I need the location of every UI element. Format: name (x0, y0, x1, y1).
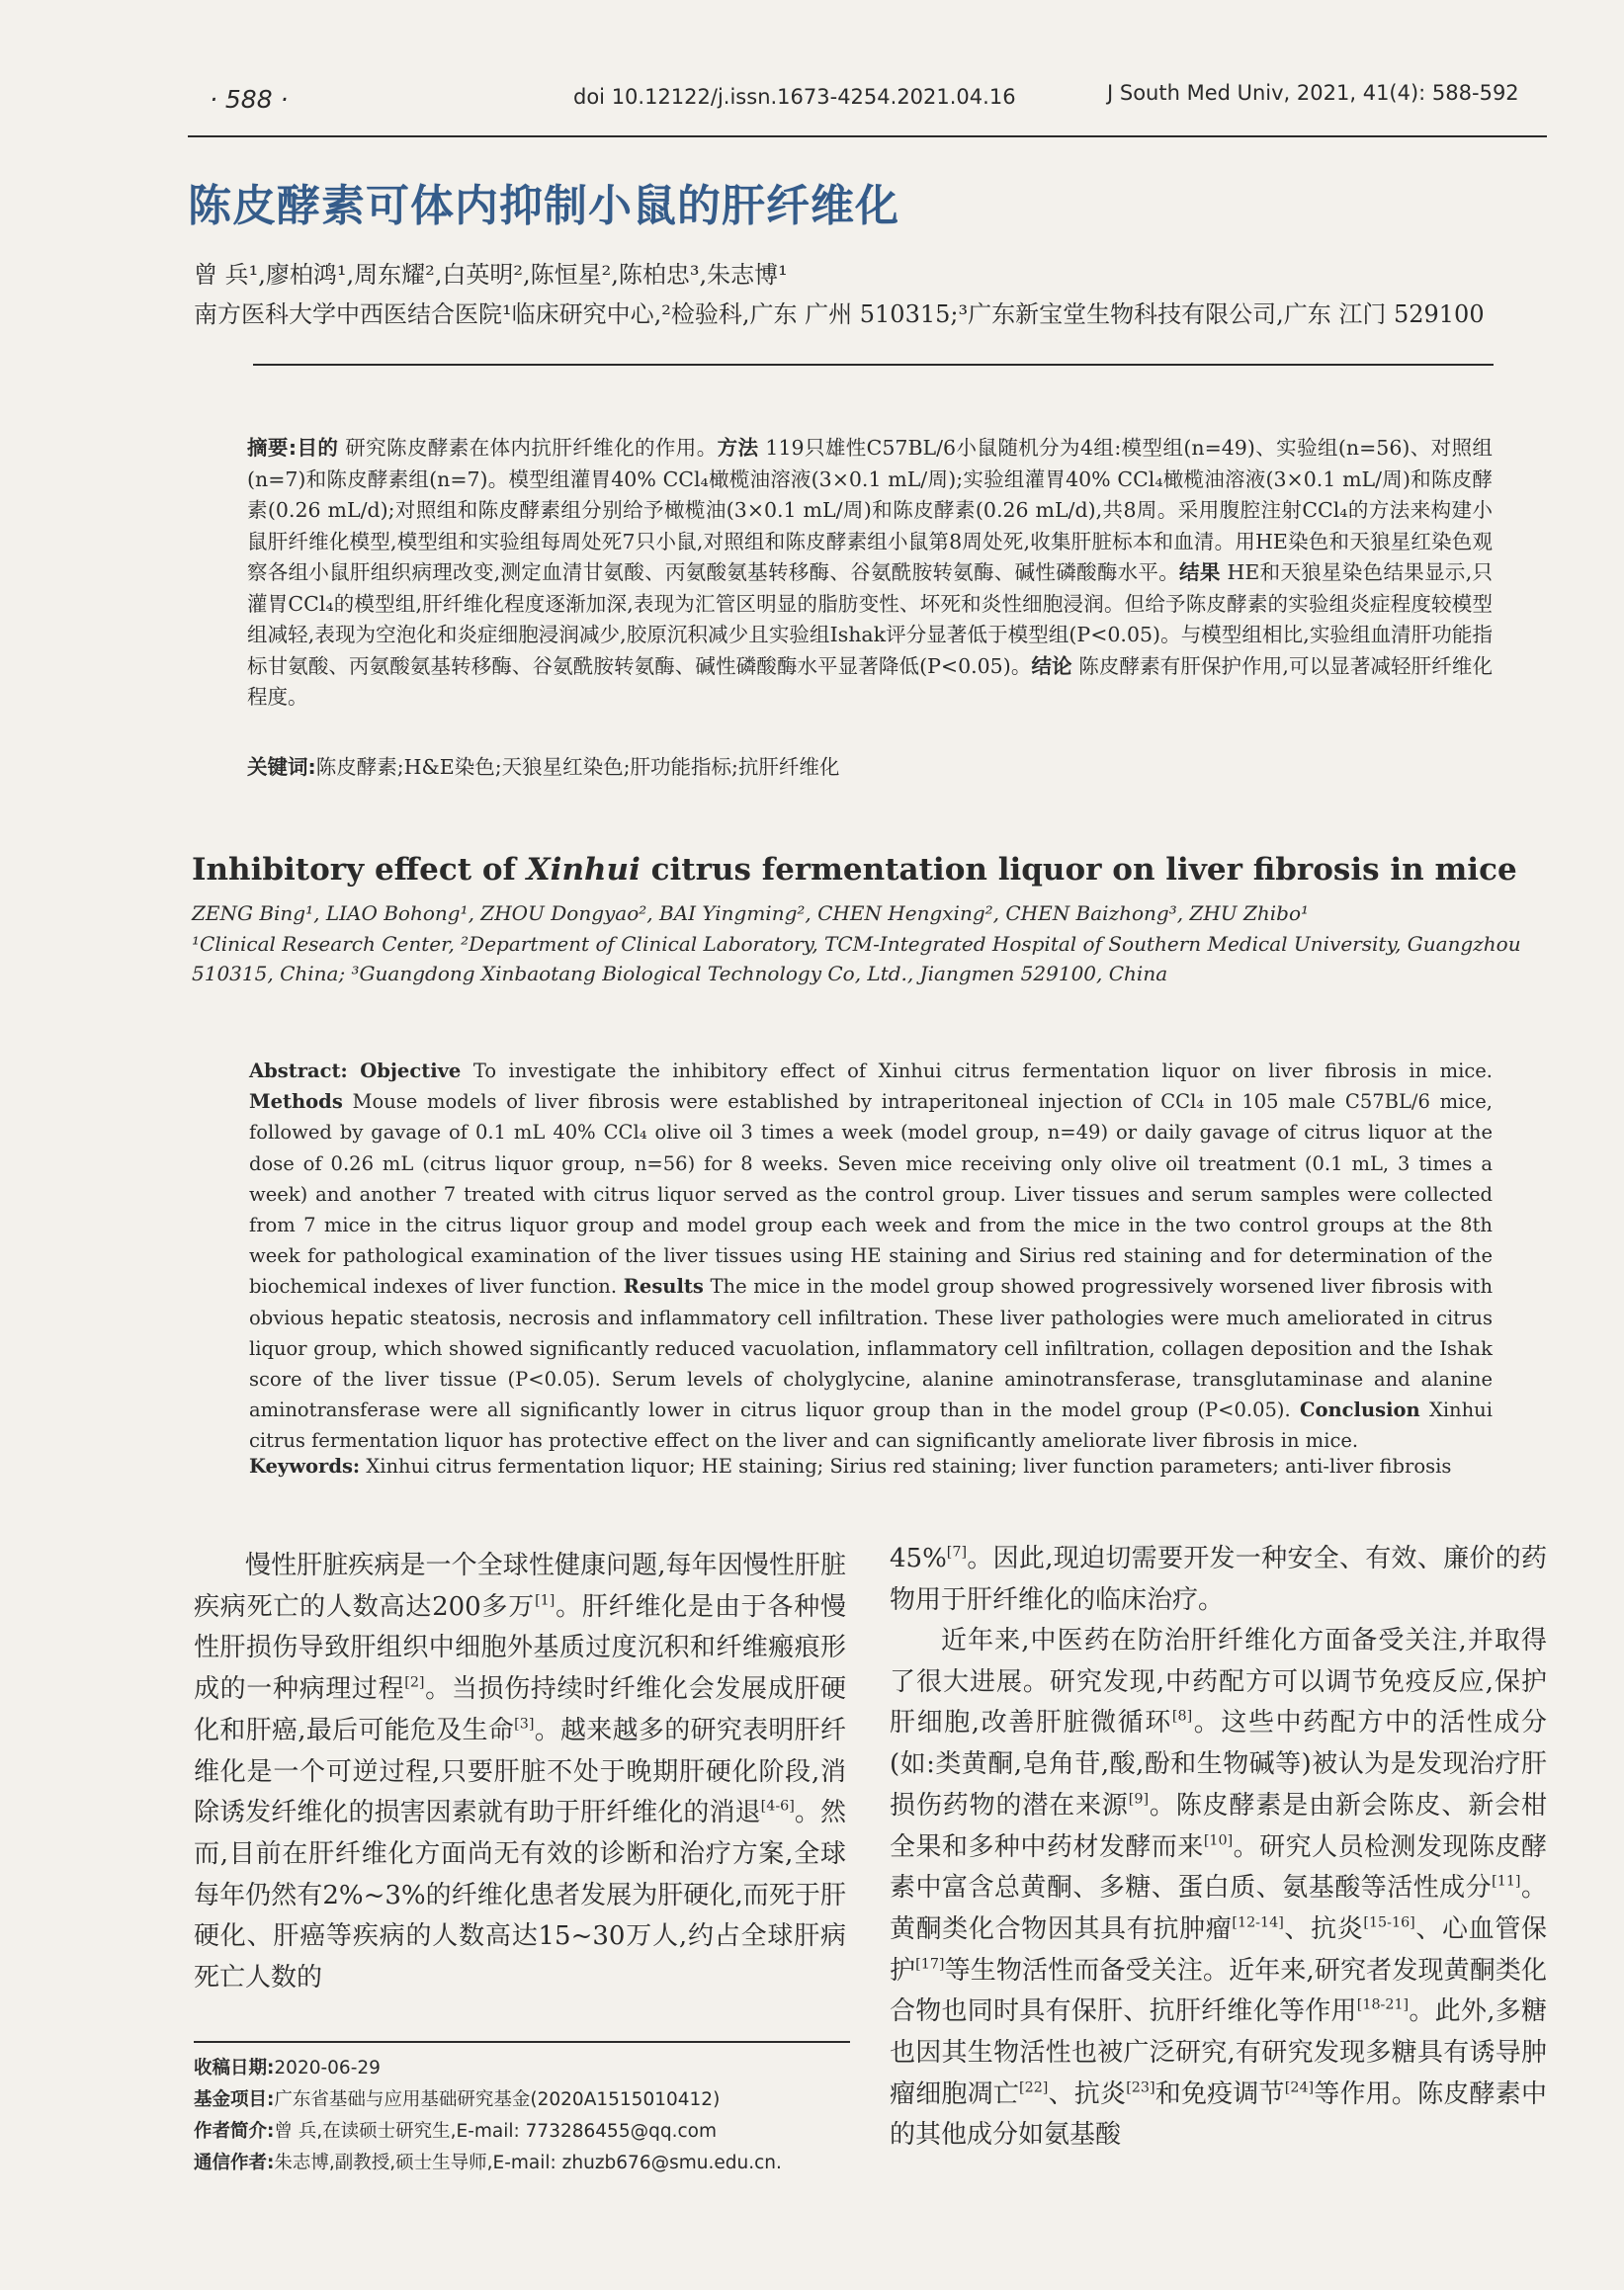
footnote-label: 作者简介: (194, 2121, 275, 2142)
footnote-label: 基金项目: (194, 2089, 275, 2110)
title-italic-part: Xinhui (526, 852, 641, 888)
authors-en: ZENG Bing¹, LIAO Bohong¹, ZHOU Dongyao², BAI Yingming², CHEN Hengxing², CHEN Baizhong³, ZHU Zhibo¹ (192, 901, 1310, 925)
citation-marker[interactable]: [9] (1128, 1791, 1150, 1808)
citation-marker[interactable]: [1] (535, 1591, 556, 1608)
citation-marker[interactable]: [18-21] (1356, 1996, 1410, 2013)
citation-marker[interactable]: [7] (946, 1544, 968, 1561)
citation-marker[interactable]: [8] (1171, 1708, 1193, 1725)
conclusion-text: 陈皮酵素有肝保护作用,可以显著减轻肝纤维化程度。 (247, 653, 1493, 709)
paper-title-en (192, 852, 1517, 888)
authors-cn: 曾 兵¹,廖柏鸿¹,周东耀²,白英明²,陈恒星²,陈柏忠³,朱志博¹ (194, 261, 788, 289)
footnote-fund (194, 2085, 720, 2111)
abstract-label: 摘要: (247, 436, 298, 460)
results-label: 结果 (1179, 560, 1221, 584)
keywords-en (249, 1455, 1493, 1478)
citation-marker[interactable]: [11] (1492, 1873, 1521, 1890)
footnote-text: 广东省基础与应用基础研究基金(2020A1515010412) (274, 2089, 721, 2110)
conclusion-label: 结论 (1031, 653, 1072, 678)
keywords-text-en: Xinhui citrus fermentation liquor; HE staining; Sirius red staining; liver function parameters; anti-liver fibrosis (366, 1455, 1452, 1478)
footnote-text: 2020-06-29 (274, 2058, 381, 2078)
citation-marker[interactable]: [17] (915, 1955, 945, 1972)
conclusion-text-en: Xinhui citrus fermentation liquor has protective effect on the liver and can significantly ameliorate liver fibrosis in mice. (249, 1399, 1493, 1453)
footnote-rule (194, 2041, 850, 2043)
conclusion-label-en: Conclusion (1299, 1399, 1420, 1422)
body-column-left: 慢性肝脏疾病是一个全球性健康问题,每年因慢性肝脏疾病死亡的人数高达200多万[1]。肝纤维化是由于各种慢性肝损伤导致肝组织中细胞外基质过度沉积和纤维瘢痕形成的一种病理过程[2]。当损伤持续时纤维化会发展成肝硬化和肝癌,最后可能危及生命[3]。越来越多的研究表明肝纤维化是一个可逆过程,只要肝脏不处于晚期肝硬化阶段,消除诱发纤维化的损害因素就有助于肝纤维化的消退[4-6]。然而,目前在肝纤维化方面尚无有效的诊断和治疗方案,全球每年仍然有2%~3%的纤维化患者发展为肝硬化,而死于肝硬化、肝癌等疾病的人数高达15~30万人,约占全球肝病死亡人数的 (194, 1551, 846, 1993)
citation-marker[interactable]: [24] (1284, 2079, 1315, 2096)
citation-marker[interactable]: [15-16] (1363, 1914, 1415, 1931)
objective-label-en: Objective (360, 1060, 462, 1082)
affiliation-en: ¹Clinical Research Center, ²Department of Clinical Laboratory, TCM-Integrated Hospital of Southern Medical University, Guangzhou 510315, China; ³Guangdong Xinbaotang Biological Technology Co, Ltd., Jiangmen 529100, China (192, 932, 1521, 985)
keywords-label-en: Keywords: (249, 1455, 361, 1478)
results-text: HE和天狼星染色结果显示,只灌胃CCl₄的模型组,肝纤维化程度逐渐加深,表现为汇管区明显的脂肪变性、坏死和炎性细胞浸润。但给予陈皮酵素的实验组炎症程度较模型组减轻,表现为空泡化和炎症细胞浸润减少,胶原沉积减少且实验组Ishak评分显著低于模型组(P<0.05)。与模型组相比,实验组血清肝功能指标甘氨酸、丙氨酸氨基转移酶、谷氨酰胺转氨酶、碱性磷酸酶水平显著降低(P<0.05)。 (247, 560, 1494, 678)
citation-marker[interactable]: [12-14] (1232, 1914, 1284, 1931)
keywords-cn (247, 750, 1493, 780)
footnote-corresponding (194, 2149, 782, 2174)
citation-marker[interactable]: [3] (514, 1716, 535, 1733)
title-part: Inhibitory effect of (192, 852, 527, 888)
body-column-right-para2: 近年来,中医药在防治肝纤维化方面备受关注,并取得了很大进展。研究发现,中药配方可以调节免疫反应,保护肝细胞,改善肝脏微循环[8]。这些中药配方中的活性成分(如:类黄酮,皂角苷,酸,酚和生物碱等)被认为是发现治疗肝损伤药物的潜在来源[9]。陈皮酵素是由新会陈皮、新会柑全果和多种中药材发酵而来[10]。研究人员检测发现陈皮酵素中富含总黄酮、多糖、蛋白质、氨基酸等活性成分[11]。黄酮类化合物因其具有抗肿瘤[12-14]、抗炎[15-16]、心血管保护[17]等生物活性而备受关注。近年来,研究者发现黄酮类化合物也同时具有保肝、抗肝纤维化等作用[18-21]。此外,多糖也因其生物活性也被广泛研究,有研究发现多糖具有诱导肿瘤细胞凋亡[22]、抗炎[23]和免疫调节[24]等作用。陈皮酵素中的其他成分如氨基酸 (890, 1626, 1547, 2151)
footnote-text: 朱志博,副教授,硕士生导师,E-mail: zhuzb676@smu.edu.cn. (274, 2153, 782, 2173)
citation-marker[interactable]: [23] (1126, 2079, 1155, 2096)
results-label-en: Results (623, 1275, 704, 1299)
header-rule (188, 135, 1547, 137)
results-text-en: The mice in the model group showed progressively worsened liver fibrosis with obvious hepatic steatosis, necrosis and inflammatory cell infiltration. These liver pathologies were much ameliorated in citrus liquor group, which showed significantly reduced vacuolation, inflammatory cell infiltration, collagen deposition and the Ishak score of the liver tissue (P<0.05). Serum levels of cholyglycine, alanine aminotransferase, transglutaminase and alanine aminotransferase were all significantly lower in citrus liquor group than in the model group (P<0.05). (249, 1275, 1494, 1422)
keywords-label: 关键词: (247, 755, 316, 779)
methods-text-en: Mouse models of liver fibrosis were established by intraperitoneal injection of CCl₄ in 105 male C57BL/6 mice, followed by gavage of 0.1 mL 40% CCl₄ olive oil 3 times a week (model group, n=49) or daily gavage of citrus liquor at the dose of 0.26 mL (citrus liquor group, n=56) for 8 weeks. Seven mice receiving only olive oil treatment (0.1 mL, 3 times a week) and another 7 treated with citrus liquor served as the control group. Liver tissues and serum samples were collected from 7 mice in the citrus liquor group and model group each week and from the mice in the two control groups at the 8th week for pathological examination of the liver tissues using HE staining and Sirius red staining and for determination of the biochemical indexes of liver function. (249, 1090, 1493, 1299)
journal-citation: J South Med Univ, 2021, 41(4): 588-592 (1107, 81, 1519, 105)
citation-marker[interactable]: [2] (404, 1674, 425, 1691)
objective-text-en: To investigate the inhibitory effect of Xinhui citrus fermentation liquor on liver fibrosis in mice. (472, 1060, 1494, 1082)
affiliation-rule (253, 364, 1494, 366)
citation-marker[interactable]: [22] (1019, 2079, 1049, 2096)
affiliation-cn: 南方医科大学中西医结合医院¹临床研究中心,²检验科,广东 广州 510315;³广东新宝堂生物科技有限公司,广东 江门 529100 (194, 300, 1485, 328)
methods-label-en: Methods (249, 1090, 343, 1114)
citation-marker[interactable]: [10] (1203, 1831, 1234, 1848)
methods-text: 119只雄性C57BL/6小鼠随机分为4组:模型组(n=49)、实验组(n=56)、对照组(n=7)和陈皮酵素组(n=7)。模型组灌胃40% CCl₄橄榄油溶液(3×0.1 mL/周);实验组灌胃40% CCl₄橄榄油溶液(3×0.1 mL/周)和陈皮酵素(0.26 mL/d);对照组和陈皮酵素组分别给予橄榄油(3×0.1 mL/周)和陈皮酵素(0.26 mL/d),共8周。采用腹腔注射CCl₄的方法来构建小鼠肝纤维化模型,模型组和实验组每周处死7只小鼠,对照组和陈皮酵素组小鼠第8周处死,收集肝脏标本和血清。用HE染色和天狼星红染色观察各组小鼠肝组织病理改变,测定血清甘氨酸、丙氨酸氨基转移酶、谷氨酰胺转氨酶、碱性磷酸酶水平。 (247, 436, 1494, 584)
keywords-text: 陈皮酵素;H&E染色;天狼星红染色;肝功能指标;抗肝纤维化 (315, 755, 840, 779)
objective-text: 研究陈皮酵素在体内抗肝纤维化的作用。 (345, 436, 718, 460)
abstract-en (249, 1056, 1493, 1457)
footnote-received (194, 2054, 381, 2079)
page-number: · 588 · (210, 85, 289, 114)
citation-marker[interactable]: [4-6] (760, 1798, 795, 1815)
methods-label: 方法 (717, 436, 759, 460)
footnote-author (194, 2117, 717, 2143)
footnote-text: 曾 兵,在读硕士研究生,E-mail: 773286455@qq.com (274, 2121, 717, 2142)
title-part: citrus fermentation liquor on liver fibrosis in mice (640, 852, 1517, 888)
abstract-cn (247, 433, 1493, 714)
paper-title-cn: 陈皮酵素可体内抑制小鼠的肝纤维化 (188, 181, 899, 231)
doi[interactable]: doi 10.12122/j.issn.1673-4254.2021.04.16 (573, 85, 1016, 109)
footnote-label: 通信作者: (194, 2153, 275, 2173)
body-column-right-para1: 45%[7]。因此,现迫切需要开发一种安全、有效、廉价的药物用于肝纤维化的临床治疗。 (890, 1544, 1547, 1615)
objective-label: 目的 (297, 436, 339, 460)
abstract-label-en: Abstract: (249, 1060, 348, 1082)
footnote-label: 收稿日期: (194, 2058, 275, 2078)
